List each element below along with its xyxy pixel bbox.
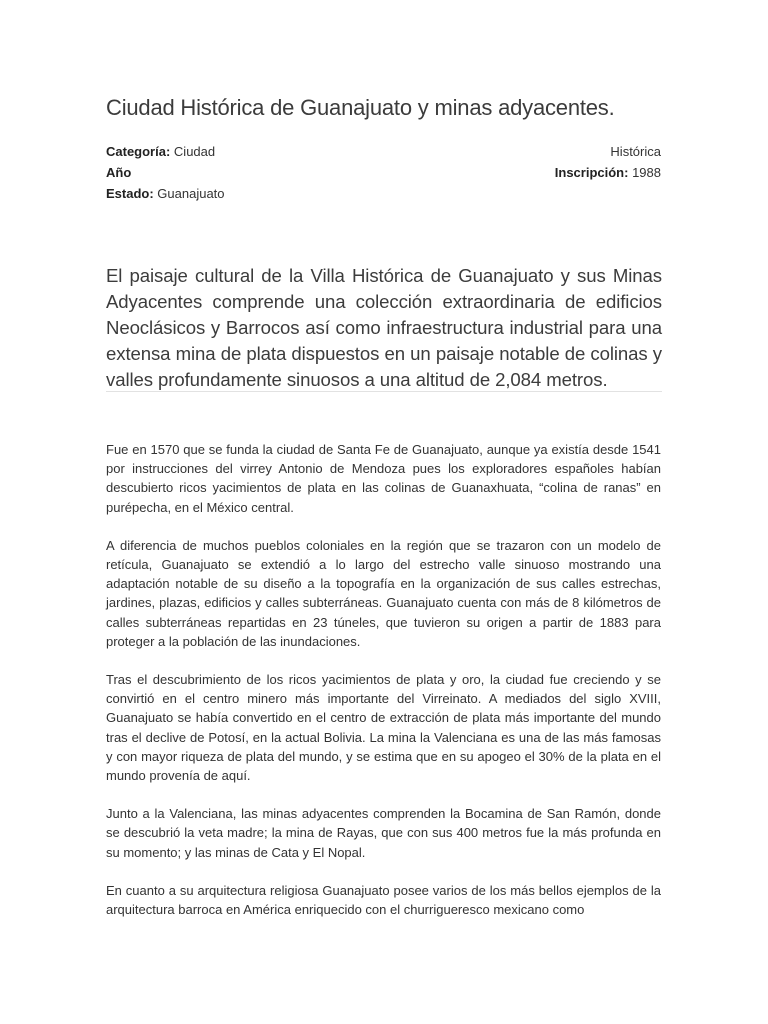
document-title: Ciudad Histórica de Guanajuato y minas adyacentes. <box>106 95 615 120</box>
body-paragraph: Tras el descubrimiento de los ricos yacimientos de plata y oro, la ciudad fue creciendo y se convirtió en el centro minero más importante del Virreinato. A mediados del siglo XVIII, Guanajuato se había convertido en el centro de extracción de plata más importante del mundo tras el declive de Potosí, en la actual Bolivia. La mina la Valenciana es una de las más famosas y con mayor riqueza de plata del mundo, y se estima que en su apogeo el 30% de la plata en el mundo provenía de aquí. <box>106 672 661 784</box>
lead-paragraph: El paisaje cultural de la Villa Histórica de Guanajuato y sus Minas Adyacentes comprende una colección extraordinaria de edificios Neoclásicos y Barrocos así como infraestructura industrial para una extensa mina de plata dispuestos en un paisaje notable de colinas y valles profundamente sinuosos a una altitud de 2,084 metros. <box>106 265 662 390</box>
inscripcion-value: 1988 <box>632 165 661 180</box>
body-paragraph: Fue en 1570 que se funda la ciudad de Santa Fe de Guanajuato, aunque ya existía desde 1541 por instrucciones del virrey Antonio de Mendoza pues los exploradores españoles habían descubierto ricos yacimientos de plata en las colinas de Guanaxhuata, “colina de ranas” en purépecha, en el México central. <box>106 442 661 515</box>
body-paragraph: En cuanto a su arquitectura religiosa Guanajuato posee varios de los más bellos ejemplos de la arquitectura barroca en América enriquecido con el churrigueresco mexicano como <box>106 882 661 918</box>
body-paragraph: A diferencia de muchos pueblos coloniales en la región que se trazaron con un modelo de retícula, Guanajuato se extendió a lo largo del estrecho valle sinuoso mostrando una adaptación notable de su diseño a la topografía en la organización de sus calles estrechas, jardines, plazas, edificios y calles subterráneas. Guanajuato cuenta con más de 8 kilómetros de calles subterráneas repartidas en 23 túneles, que tuvieron su origen a partir de 1883 para proteger a la población de las inundaciones. <box>106 537 661 649</box>
estado-label: Estado: <box>106 186 154 201</box>
body-text <box>106 440 661 938</box>
categoria-value: Ciudad <box>173 144 216 159</box>
categoria-label: Categoría: <box>106 144 171 159</box>
estado-value: Guanajuato <box>157 186 225 201</box>
categoria-value-continued: Histórica <box>610 144 661 159</box>
estado-row <box>106 183 406 204</box>
divider <box>106 391 662 392</box>
anio-label: Año <box>106 165 132 180</box>
metadata-right <box>361 141 661 183</box>
inscripcion-row <box>361 162 661 183</box>
inscripcion-label: Inscripción: <box>554 165 629 180</box>
body-paragraph: Junto a la Valenciana, las minas adyacentes comprenden la Bocamina de San Ramón, donde se descubrió la veta madre; la mina de Rayas, que con sus 400 metros fue la más profunda en su momento; y las minas de Cata y El Nopal. <box>106 806 661 860</box>
